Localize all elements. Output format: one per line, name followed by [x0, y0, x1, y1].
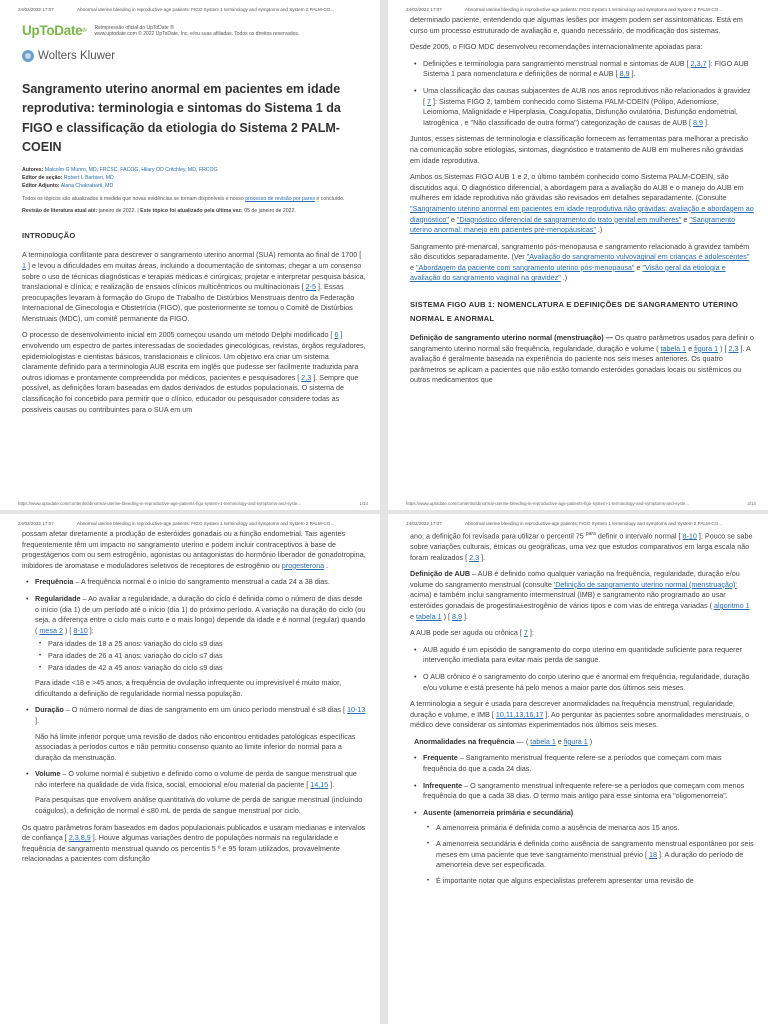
reprint-notice: Reimpressão oficial do UpToDate ® www.uptodate.com © 2022 UpToDate, Inc. e/ou suas afiliadas. Todos os direitos reservados.	[94, 25, 300, 38]
deputy-editor-line: Editor Adjunto: Alana Chakrabarti, MD	[22, 182, 114, 189]
subheading-frequency: Anormalidades na frequência — ( tabela 1 e figura 1 )	[414, 736, 593, 746]
deputy-editor-link[interactable]: Alana Chakrabarti, MD	[60, 182, 114, 189]
table-link[interactable]: tabela 1	[660, 343, 687, 353]
ref-link[interactable]: 8,9	[451, 611, 462, 621]
section-editor-link[interactable]: Robert L Barbieri, MD	[63, 174, 114, 181]
list-item: • AUB agudo é um episódio de sangramento do corpo uterino em quantidade suficiente para requerer intervenção imediata para evitar mais perda de sangue.	[414, 645, 754, 666]
algorithm-link[interactable]: algoritmo 1	[714, 600, 750, 610]
ref-link[interactable]: 7	[523, 628, 528, 638]
list-item-volume: • Volume – O volume normal é subjetivo e definido como o volume de perda de sangue menstrual que não interfere na qualidade de vida física, social, emocional e/ou material da paciente [ 14,15 ]. Para pesquisas que envolvem análise quantitativa do volume de perda de sangue menstrual (incluindo coágulos), a definição de normal é ≤80 mL de perda de sangue menstrual por ciclo.	[26, 769, 366, 816]
topic-link[interactable]: "Avaliação do sangramento vulvovaginal em crianças e adolescentes"	[526, 252, 750, 262]
drug-link[interactable]: progesterona	[281, 560, 325, 570]
print-footer	[18, 501, 368, 506]
list-item: • Uma classificação das causas subjacentes de AUB nos anos reprodutivos não relacionados à gravidez [ 7 ]: Sistema FIGO 2, também conhecido como Sistema PALM-COEIN (Pólipo, Adenomiose, Leiomioma, Malignidade e Hiperplasia, Coagulopatia, Disfunção ovulatória, Disfunção endometrial, Iatrogênica , e "Não classificado de outra forma") categorização de causas de AUB [ 8,9 ].	[414, 86, 754, 128]
figure-link[interactable]: figura 1	[563, 736, 588, 746]
amenorrhea-list	[427, 823, 754, 886]
uptodate-logo-row	[22, 25, 366, 38]
paragraph: Ambos os Sistemas FIGO AUB 1 e 2, o último também conhecido como Sistema PALM-COEIN, são discutidos aqui. O diagnóstico diferencial, a abordagem para a avaliação do AUB e o manejo do AUB em mulheres em idade reprodutiva não grávidas são revisados em detalhes separadamente. (Consulte "Sangramento uterino anormal em pacientes em idade reprodutiva não grávidas: avaliação e abordagem ao diagnóstico" e "Diagnóstico diferencial de sangramento do trato genital em mulheres" e "Sangramento uterino anormal: manejo em pacientes pré-menopáusicas" .)	[410, 172, 754, 235]
page-number: 1/14	[359, 501, 368, 506]
intro-paragraph-2: O processo de desenvolvimento inicial em 2005 começou usando um método Delphi modificado [ 6 ] envolvendo um espectro de partes interessadas de sociedades ginecológicas, revistas, órgãos reguladores, epidemiologistas e cientistas básicos, translacionais e clínicos. Um objetivo era criar um sistema claramente definido para a terminologia AUB escrita em inglês que pudesse ser facilmente traduzida para outros idiomas e prontamente compreendida por médicos, pacientes e pesquisadores [ 2,3 ]. Sempre que possível, as definições foram baseadas em dados derivados de estudos populacionais. O sistema de classificação foi concebido para permitir que o clínico, educador ou pesquisador considere todas as possíveis causas ou contribuintes para o SUA em um	[22, 330, 366, 414]
print-footer: https://www.uptodate.com/contents/abnormal-uterine-bleeding-in-reproductive-age-patients-figo-system-1-terminology-and-symptoms-and-syste... 2/14	[406, 501, 756, 506]
topic-link[interactable]: "Abordagem da paciente com sangramento uterino pós-menopausa"	[416, 262, 635, 272]
print-header	[18, 7, 368, 12]
figure-link[interactable]: figura 1	[694, 343, 719, 353]
list-item: • O AUB crônico é o sangramento do corpo uterino que é anormal em frequência, regularidade, duração e/ou volume e está presente há pelo menos a maior parte dos últimos seis meses.	[414, 672, 754, 693]
list-item: • A amenorreia secundária é definida como ausência de sangramento menstrual espontâneo por seis meses em uma paciente que teve sangramento menstrual prévio [ 18 ]. A duração do período de amenorreia deve ser especificada.	[427, 839, 754, 871]
paragraph: A terminologia a seguir é usada para descrever anormalidades na frequência menstrual, regularidade, duração e volume, e IMB [ 10,11,13,16,17 ]. Ao perguntar às pacientes sobre anormalidades menstruais, o médico deve considerar os sintomas experimentados nos últimos seis meses.	[410, 699, 750, 730]
table-link[interactable]: tabela 1	[530, 736, 556, 746]
paragraph: Sangramento pré-menarcal, sangramento pós-menopausa e sangramento relacionado à gravidez também são discutidos separadamente. (Ver "Avaliação do sangramento vulvovaginal em crianças e adolescentes" e "Abordagem da paciente com sangramento uterino pós-menopausa" e "Visão geral da etiologia e avaliação do sangramento vaginal na gravidez" .)	[410, 241, 750, 283]
page-3-body	[22, 529, 366, 871]
list-item-ausente: • Ausente (amenorreia primária e secundária) • A amenorreia primária é definida como a ausência de menarca aos 15 anos. • A amenorreia secundária é definida como ausência de sangramento menstrual espontâneo por seis meses em uma paciente que teve sangramento menstrual prévio [ 18 ]. A duração do período de amenorreia deve ser especificada. • É importante notar que alguns especialistas preferem apresentar uma revisão de	[414, 808, 754, 887]
topic-link[interactable]: "Sangramento uterino anormal em pacientes em idade reprodutiva não grávidas: avaliação e abordagem ao diagnóstico"	[410, 203, 754, 224]
page-2-body	[410, 15, 754, 392]
ref-link[interactable]: 10-13	[346, 705, 366, 715]
print-title: Abnormal uterine bleeding in reproductive-age patients: FIGO System 1 terminology and symptoms and System 2 PALM-CO...	[77, 7, 335, 12]
ref-link[interactable]: 8-10	[73, 625, 88, 635]
paragraph: Juntos, esses sistemas de terminologia e classificação fornecem as ferramentas para melhorar a precisão na comunicação sobre etiologias, sintomas, diagnóstico e tratamento de AUB em mulheres não grávidas em idade reprodutiva.	[410, 134, 748, 165]
paragraph: Os quatro parâmetros foram baseados em dados populacionais publicados e usaram medianas e intervalos de confiança [ 2,3,8,9 ]. Houve algumas variações dentro de populações normais na regularidade e frequência de sangramento menstrual quando os percentis 5 º e 95 foram utilizados, provavelmente relacionadas a pacientes com disfunção	[22, 822, 366, 864]
print-header: 24/02/2022 17:07 Abnormal uterine bleeding in reproductive-age patients: FIGO System 1 terminology and symptoms and System 2 PALM-CO...	[18, 521, 335, 526]
regularity-note: Para idade <18 e >45 anos, a frequência de ovulação infrequente ou imprevisível é muito maior, dificultando a definição de regularidade normal nessa população.	[35, 678, 342, 698]
normal-parameters-list	[26, 577, 366, 816]
print-header: 24/02/2022 17:07 Abnormal uterine bleeding in reproductive-age patients: FIGO System 1 terminology and symptoms and System 2 PALM-CO...	[406, 7, 723, 12]
ref-link[interactable]: 2,3	[301, 372, 312, 382]
page-1	[0, 0, 380, 510]
article-title: Sangramento uterino anormal em pacientes em idade reprodutiva: terminologia e sintomas do Sistema 1 da FIGO e classificação da etiologia do Sistema 2 PALM-COEIN	[22, 81, 341, 155]
ref-link[interactable]: 2,3,8,9	[68, 833, 91, 843]
list-item-frequencia: • Frequência – A frequência normal é o início do sangramento menstrual a cada 24 a 38 dias.	[26, 577, 366, 588]
figo-recommendations-list	[414, 59, 754, 129]
ref-link[interactable]: 18	[648, 849, 657, 859]
list-item-infrequente: • Infrequente – O sangramento menstrual infrequente refere-se a períodos que começam com menos frequência do que a cada 38 dias. O termo mais antigo para esse sintoma era "oligomenorreia".	[414, 781, 754, 802]
ref-link[interactable]: 6	[334, 330, 339, 340]
list-item: • Para idades de 42 a 45 anos: variação do ciclo ≤9 dias	[39, 663, 366, 674]
ref-link[interactable]: 7	[427, 96, 431, 106]
ref-link[interactable]: 2,3	[728, 343, 739, 353]
age-variation-list	[39, 639, 366, 673]
peer-review-link[interactable]: processo de revisão por pares	[245, 195, 315, 202]
page-3	[0, 514, 380, 1024]
paragraph: ano, a definição foi revisada para utilizar o percentil 75 $^{para}$ definir o intervalo normal [ 8-10 ]. Pouco se sabe sobre variações culturais, étnicas ou geográficas, uma vez que estudos comparativos em larga escala não foram realizados [ 2,3 ].	[410, 531, 753, 562]
page-4	[388, 514, 768, 1024]
frequency-anomaly-list	[414, 753, 754, 886]
ref-link[interactable]: 2-5	[305, 282, 317, 292]
list-item: • É importante notar que alguns especialistas preferem apresentar uma revisão de	[427, 876, 754, 887]
paragraph: determinado paciente, entendendo que algumas lesões por imagem podem ser assintomáticas. Está em curso um processo estruturado de avaliação e, quando necessário, de modificação dos sistemas.	[410, 15, 743, 35]
paragraph: A AUB pode ser aguda ou crônica [ 7 ]:	[410, 628, 534, 638]
paragraph: Definição de sangramento uterino normal (menstruação) — Os quatro parâmetros usados para definir o sangramento uterino normal são frequência, regularidade, duração e volume ( tabela 1 e figura 1 ) [ 2,3 ]. A avaliação é geralmente baseada na experiência do paciente nos seis meses anteriores. Os quatro parâmetros se aplicam a pacientes que não estão tomando esteróides gonadais locais ou sistêmicos ou outros medicamentos que	[410, 333, 754, 385]
paragraph: possam afetar diretamente a produção de esteróides gonadais ou a função endometrial. Tais agentes frequentemente têm um impacto no sangramento uterino e podem incluir contraceptivos à base de progestágenos com ou sem estrogênio, agonistas ou antagonistas do hormônio liberador de gonadotropina, inibidores de aromatase e moduladores seletivos de receptores de estrogênio ou progesterona .	[22, 529, 366, 570]
wolters-kluwer-logo: Wolters Kluwer	[22, 50, 366, 62]
topic-link[interactable]: "Sangramento uterino anormal: manejo em pacientes pré-menopáusicas"	[410, 214, 736, 235]
list-item-duracao: • Duração – O número normal de dias de sangramento em um único período menstrual é ≤8 dias [ 10-13 ]. Não há limite inferior porque uma revisão de dados não encontrou entidades patológicas específicas associadas a períodos curtos e não permitiu consenso quanto ao limite inferior do normal para a duração da menstruação.	[26, 705, 366, 763]
peer-review-note: Todos os tópicos são atualizados à medida que novas evidências se tornam disponíveis e nosso processo de revisão por pares é concluído.	[22, 195, 345, 202]
wolters-kluwer-icon	[22, 50, 34, 62]
review-dates: Revisão de literatura atual até: janeiro de 2022. | Este tópico foi atualizado pela última vez: 05 de janeiro de 2022.	[22, 207, 296, 214]
ref-link[interactable]: 14,15	[310, 779, 329, 789]
paragraph: Definição de AUB – AUB é definido como qualquer variação na frequência, regularidade, duração e/ou volume do sangramento menstrual (consulte 'Definição de sangramento uterino normal (menstruação)' acima) e também inclui sangramento intermenstrual (IMB) e sangramento não programado ao usar esteróides gonadais de progestina±estrogênio de vários tipos e com vias de entrega variadas ( algoritmo 1 e tabela 1 ) [ 8,9 ].	[410, 569, 750, 621]
section-link[interactable]: 'Definição de sangramento uterino normal (menstruação)'	[553, 579, 737, 589]
page-2	[388, 0, 768, 510]
intro-paragraph-1: A terminologia conflitante para descrever o sangramento uterino anormal (SUA) remonta ao final de 1700 [ 1 ] e levou a dificuldades em muitas áreas, incluindo a documentação de sintomas; chegar a um consenso sobre o uso de técnicas diagnósticas e terapias médicas e cirúrgicas; projetar e interpretar pesquisa básica, translacional e clínica; e realização de ensaios clínicos multicêntricos ou multinacionais [ 2-5 ]. Essas preocupações levaram à formação do Grupo de Trabalho de Distúrbios Menstruais dentro da Federação Internacional de Ginecologia e Obstetrícia (FIGO), que posteriormente se tornou o Comitê de Distúrbios Menstruais (MDC), um comitê permanente da FIGO.	[22, 250, 366, 323]
ref-link[interactable]: 2,3,7	[690, 58, 707, 68]
topic-link[interactable]: "Visão geral da etiologia e avaliação do sangramento vaginal na gravidez"	[410, 262, 726, 283]
section-heading-introducao: INTRODUÇÃO	[22, 230, 76, 240]
authors-line: Autores: Malcolm G Munro, MD, FRCSC, FACOG, Hilary OD Critchley, MD, FRCOG	[22, 166, 218, 173]
ref-link[interactable]: 8,9	[693, 117, 703, 127]
ref-link[interactable]: 10,11,13,16,17	[495, 709, 544, 719]
print-url: https://www.uptodate.com/contents/abnormal-uterine-bleeding-in-reproductive-age-patients-figo-system-1-terminology-and-symptoms-and-syste...	[18, 501, 302, 506]
table-link[interactable]: mesa 2	[39, 625, 63, 635]
table-link[interactable]: tabela 1	[416, 611, 442, 621]
ref-link[interactable]: 2,3	[469, 552, 480, 562]
list-item: • Para idades de 26 a 41 anos: variação do ciclo ≤7 dias	[39, 651, 366, 662]
page-1-body	[22, 15, 366, 421]
section-heading-figo-system-1: SISTEMA FIGO AUB 1: NOMENCLATURA E DEFINIÇÕES DE SANGRAMENTO UTERINO NORMAL E ANORMAL	[410, 300, 739, 323]
duration-note: Não há limite inferior porque uma revisão de dados não encontrou entidades patológicas específicas associadas a períodos curtos e não permitiu consenso quanto ao limite inferior do normal para a duração da menstruação.	[35, 731, 356, 762]
list-item: • Para idades de 18 a 25 anos: variação do ciclo ≤9 dias	[39, 639, 366, 650]
list-item-frequente: • Frequente – Sangramento menstrual frequente refere-se a períodos que começam com mais frequência do que a cada 24 dias.	[414, 753, 754, 774]
ref-link[interactable]: 1	[22, 260, 26, 270]
paragraph: Desde 2005, o FIGO MDC desenvolveu recomendações internacionalmente apoiadas para:	[410, 42, 703, 52]
list-item-regularidade: • Regularidade – Ao avaliar a regularidade, a duração do ciclo é definida como o número de dias desde o início (dia 1) de um período até o início (dia 1) do próximo período. A variação na duração do ciclo (ou seja, a diferença entre o ciclo mais curto e o mais longo) depende da idade e é normal (regular) quando ( mesa 2 ) [ 8-10 ]: • Para idades de 18 a 25 anos: variação do ciclo ≤9 dias • Para idades de 26 a 41 anos: variação do ciclo ≤7 dias • Para idades de 42 a 45 anos: variação do ciclo ≤9 dias Para idade <18 e >45 anos, a frequência de ovulação infrequente ou imprevisível é muito maior, dificultando a definição de regularidade normal nessa população.	[26, 594, 366, 699]
ref-link[interactable]: 8-10	[682, 531, 697, 541]
aub-type-list	[414, 645, 754, 693]
uptodate-logo[interactable]: UpToDate®	[22, 23, 87, 39]
ref-link[interactable]: 8,9	[619, 69, 630, 79]
print-date: 24/02/2022 17:07	[18, 7, 54, 12]
list-item: • A amenorreia primária é definida como a ausência de menarca aos 15 anos.	[427, 823, 754, 834]
page-4-body	[410, 529, 754, 892]
print-header: 24/02/2022 17:07 Abnormal uterine bleeding in reproductive-age patients: FIGO System 1 terminology and symptoms and System 2 PALM-CO...	[406, 521, 723, 526]
authors-link[interactable]: Malcolm G Munro, MD, FRCSC, FACOG, Hilary OD Critchley, MD, FRCOG	[44, 166, 218, 173]
topic-link[interactable]: "Diagnóstico diferencial de sangramento do trato genital em mulheres"	[456, 214, 682, 224]
volume-note: Para pesquisas que envolvem análise quantitativa do volume de perda de sangue menstrual (incluindo coágulos), a definição de normal é ≤80 mL de perda de sangue menstrual por ciclo.	[35, 795, 363, 816]
list-item: • Definições e terminologia para sangramento menstrual normal e sintomas de AUB [ 2,3,7 ]: FIGO AUB Sistema 1 para nomenclatura e definições de normal e AUB [ 8,9 ].	[414, 59, 754, 80]
section-editor-line: Editor de seção: Robert L Barbieri, MD	[22, 174, 114, 181]
page-number: 2/14	[747, 501, 756, 506]
